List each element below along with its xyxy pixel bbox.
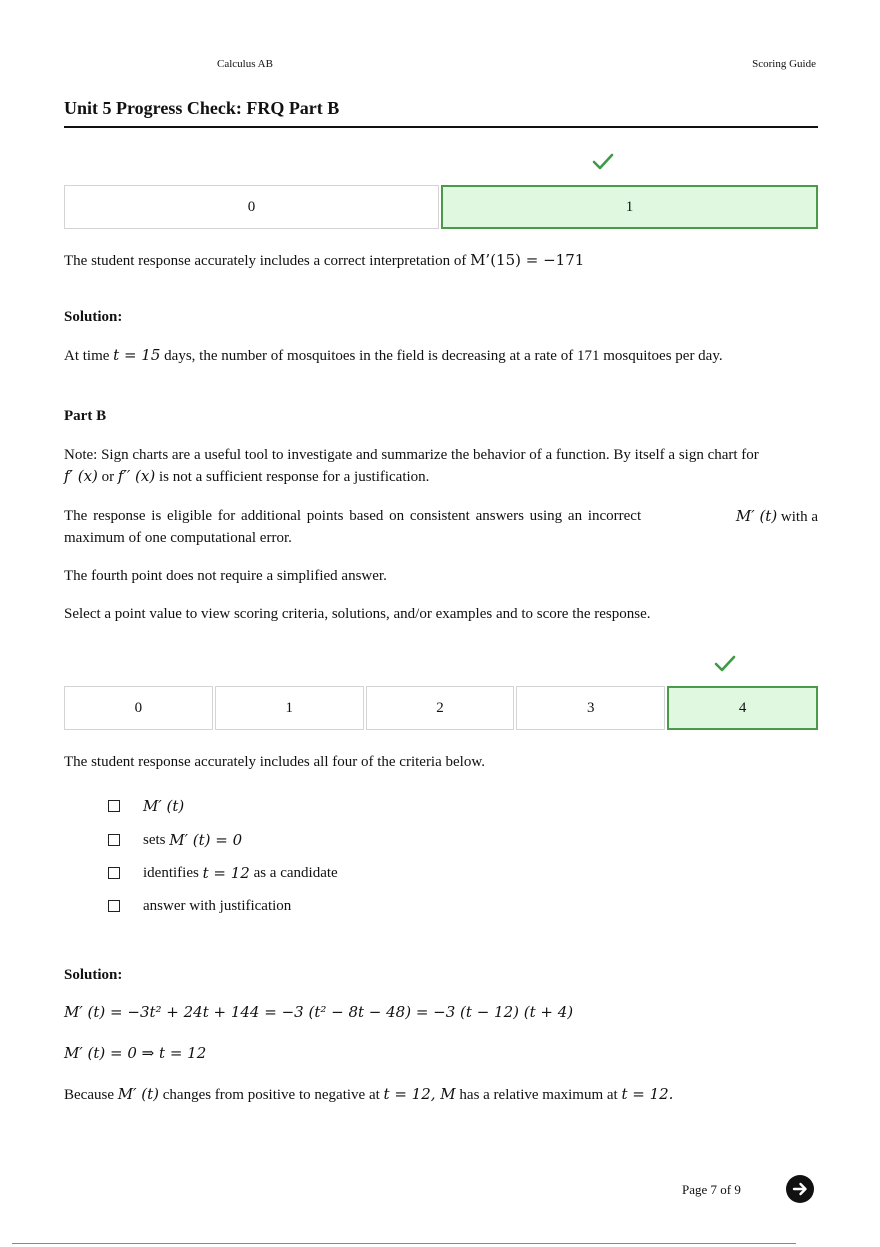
criteria-math: M’(15) = −171 — [470, 251, 585, 269]
criterion-item: identifies t = 12 as a candidate — [108, 862, 338, 884]
checkbox[interactable] — [108, 834, 120, 846]
title-divider — [64, 126, 818, 128]
next-page-button[interactable] — [786, 1175, 814, 1203]
criterion-item: M′ (t) — [108, 795, 184, 817]
arrow-right-circle-icon — [791, 1180, 809, 1198]
document-type: Scoring Guide — [752, 58, 816, 70]
score-option-1[interactable]: 1 — [441, 185, 818, 229]
criteria-statement: The student response accurately includes a correct interpretation of M’(15) = −171 — [64, 251, 585, 269]
checkbox[interactable] — [108, 800, 120, 812]
course-name: Calculus AB — [217, 58, 273, 70]
select-prompt: Select a point value to view scoring criteria, solutions, and/or examples and to score the response. — [64, 606, 651, 622]
justification-text: Because M′ (t) changes from positive to negative at t = 12, M has a relative maximum at t = 12. — [64, 1085, 674, 1103]
criterion-item: sets M′ (t) = 0 — [108, 829, 242, 851]
fourth-point-note: The fourth point does not require a simplified answer. — [64, 568, 387, 584]
checkbox[interactable] — [108, 867, 120, 879]
score-option-3[interactable]: 3 — [516, 686, 665, 730]
page-title: Unit 5 Progress Check: FRQ Part B — [64, 98, 340, 118]
score-selector-part-b — [64, 686, 818, 730]
critical-point-equation: M′ (t) = 0 ⇒ t = 12 — [64, 1044, 207, 1062]
solution-label: Solution: — [64, 309, 123, 325]
part-b-heading: Part B — [64, 408, 107, 424]
score-option-1[interactable]: 1 — [215, 686, 364, 730]
criterion-item: answer with justification — [108, 895, 291, 917]
score-option-2[interactable]: 2 — [366, 686, 515, 730]
page-bottom-divider — [12, 1243, 796, 1244]
score-selector-part-a — [64, 185, 818, 229]
checkmark-icon — [714, 655, 736, 673]
checkbox[interactable] — [108, 900, 120, 912]
checkmark-icon — [592, 153, 614, 171]
page-indicator: Page 7 of 9 — [682, 1182, 741, 1197]
sign-chart-note: Note: Sign charts are a useful tool to investigate and summarize the behavior of a function. By itself a sign chart for f′ (x) or f′′ (x) is not a sufficient response for a justification. — [64, 447, 759, 485]
score-option-0[interactable]: 0 — [64, 686, 213, 730]
derivative-equation: M′ (t) = −3t² + 24t + 144 = −3 (t² − 8t − 48) = −3 (t − 12) (t + 4) — [64, 1003, 574, 1021]
criteria-statement: The student response accurately includes all four of the criteria below. — [64, 754, 485, 770]
eligibility-note: The response is eligible for additional points based on consistent answers using an incorrect M′ (t) with a maximum of one computational error. — [64, 507, 818, 546]
score-option-4[interactable]: 4 — [667, 686, 818, 730]
score-option-0[interactable]: 0 — [64, 185, 439, 229]
solution-text: At time t = 15 days, the number of mosquitoes in the field is decreasing at a rate of 171 mosquitoes per day. — [64, 346, 723, 364]
solution-label: Solution: — [64, 967, 123, 983]
